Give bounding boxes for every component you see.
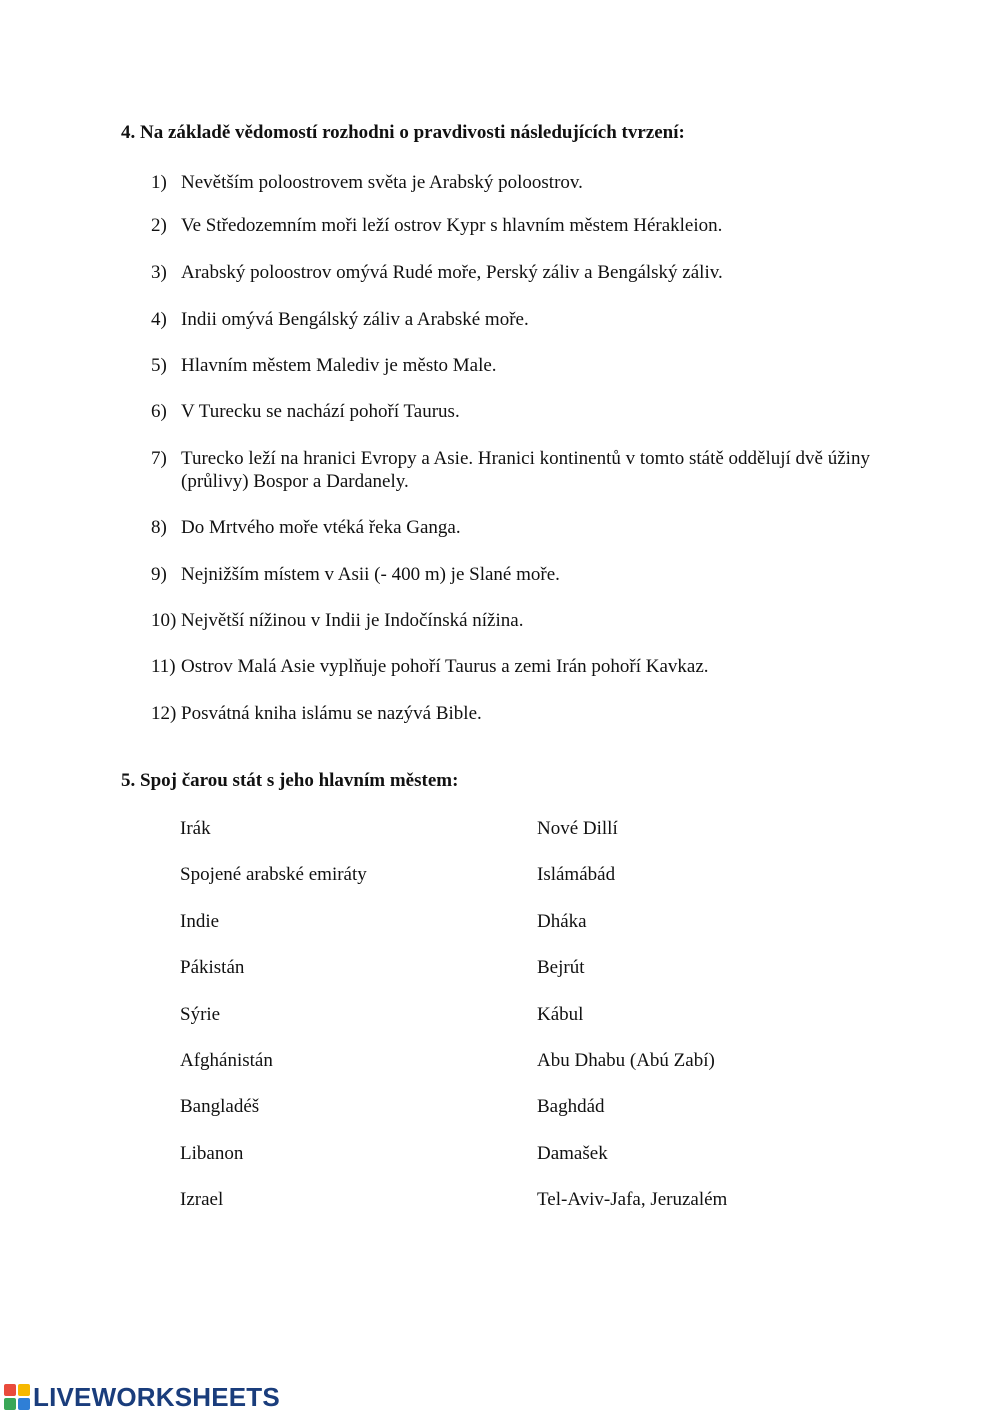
statement-number: 6) <box>151 401 167 422</box>
state-name: Indie <box>180 910 220 932</box>
statement-item <box>151 214 871 237</box>
statement-text: Indii omývá Bengálský záliv a Arabské moře. <box>181 309 529 330</box>
logo-square-red <box>4 1384 16 1396</box>
statement-number: 3) <box>151 262 167 283</box>
state-name: Afghánistán <box>180 1050 273 1071</box>
logo-square-yellow <box>18 1384 30 1396</box>
liveworksheets-logo <box>4 1381 280 1413</box>
statement-number: 2) <box>151 215 167 236</box>
state-name: Izrael <box>180 1189 224 1211</box>
capital-name: Bejrút <box>537 957 585 979</box>
statement-item <box>151 261 871 284</box>
statement-item <box>151 563 871 586</box>
logo-text: LIVEWORKSHEETS <box>33 1382 280 1412</box>
state-name: Libanon <box>180 1142 244 1164</box>
statement-item <box>151 308 871 331</box>
statement-text: Posvátná kniha islámu se nazývá Bible. <box>181 703 482 724</box>
statement-text: Ve Středozemním moři leží ostrov Kypr s hlavním městem Hérakleion. <box>181 215 723 236</box>
statement-number: 5) <box>151 355 167 376</box>
statement-text: Ostrov Malá Asie vyplňuje pohoří Taurus a zemi Irán pohoří Kavkaz. <box>181 656 709 677</box>
task-4-heading: 4. Na základě vědomostí rozhodni o pravdivosti následujících tvrzení: <box>121 122 685 143</box>
capital-name: Tel-Aviv-Jafa, Jeruzalém <box>537 1189 728 1211</box>
statement-number: 10) <box>151 610 177 631</box>
statement-text: Nejnižším místem v Asii (- 400 m) je Slané moře. <box>181 564 560 585</box>
statement-text: V Turecku se nachází pohoří Taurus. <box>181 401 460 422</box>
state-name: Sýrie <box>180 1003 221 1025</box>
state-name: Irák <box>180 818 211 839</box>
statement-item <box>151 447 871 493</box>
statement-number: 1) <box>151 172 167 193</box>
state-name: Spojené arabské emiráty <box>180 864 367 886</box>
statement-item <box>151 609 871 632</box>
logo-square-blue <box>18 1398 30 1410</box>
capital-name: Kábul <box>537 1003 584 1025</box>
statement-number: 4) <box>151 309 167 330</box>
statement-number: 12) <box>151 703 177 724</box>
capital-name: Dháka <box>537 910 587 932</box>
statement-item <box>151 400 871 423</box>
statement-item <box>151 354 871 377</box>
statement-text: Arabský poloostrov omývá Rudé moře, Perský záliv a Bengálský záliv. <box>181 262 723 283</box>
statement-text: Turecko leží na hranici Evropy a Asie. Hranici kontinentů v tomto státě oddělují dvě úžiny (průlivy) Bospor a Dardanely. <box>181 448 870 492</box>
statement-text: Do Mrtvého moře vtéká řeka Ganga. <box>181 517 461 538</box>
statement-number: 9) <box>151 564 167 585</box>
state-name: Bangladéš <box>180 1096 260 1118</box>
statement-item <box>151 171 871 194</box>
capital-name: Baghdád <box>537 1096 605 1118</box>
statement-text: Hlavním městem Malediv je město Male. <box>181 355 497 376</box>
logo-squares-icon <box>4 1384 30 1410</box>
task-5-heading: 5. Spoj čarou stát s jeho hlavním městem: <box>121 770 459 791</box>
statement-number: 11) <box>151 656 176 677</box>
capital-name: Abu Dhabu (Abú Zabí) <box>537 1050 715 1071</box>
statement-item <box>151 702 871 725</box>
capital-name: Islámábád <box>537 864 616 886</box>
logo-square-green <box>4 1398 16 1410</box>
statement-text: Největší nížinou v Indii je Indočínská nížina. <box>181 610 524 631</box>
statement-item <box>151 516 871 539</box>
capital-name: Nové Dillí <box>537 818 618 839</box>
statement-number: 7) <box>151 448 167 469</box>
state-name: Pákistán <box>180 957 245 979</box>
statement-number: 8) <box>151 517 167 538</box>
statement-text: Nevětším poloostrovem světa je Arabský poloostrov. <box>181 172 583 193</box>
capital-name: Damašek <box>537 1142 608 1164</box>
statement-item <box>151 655 871 678</box>
